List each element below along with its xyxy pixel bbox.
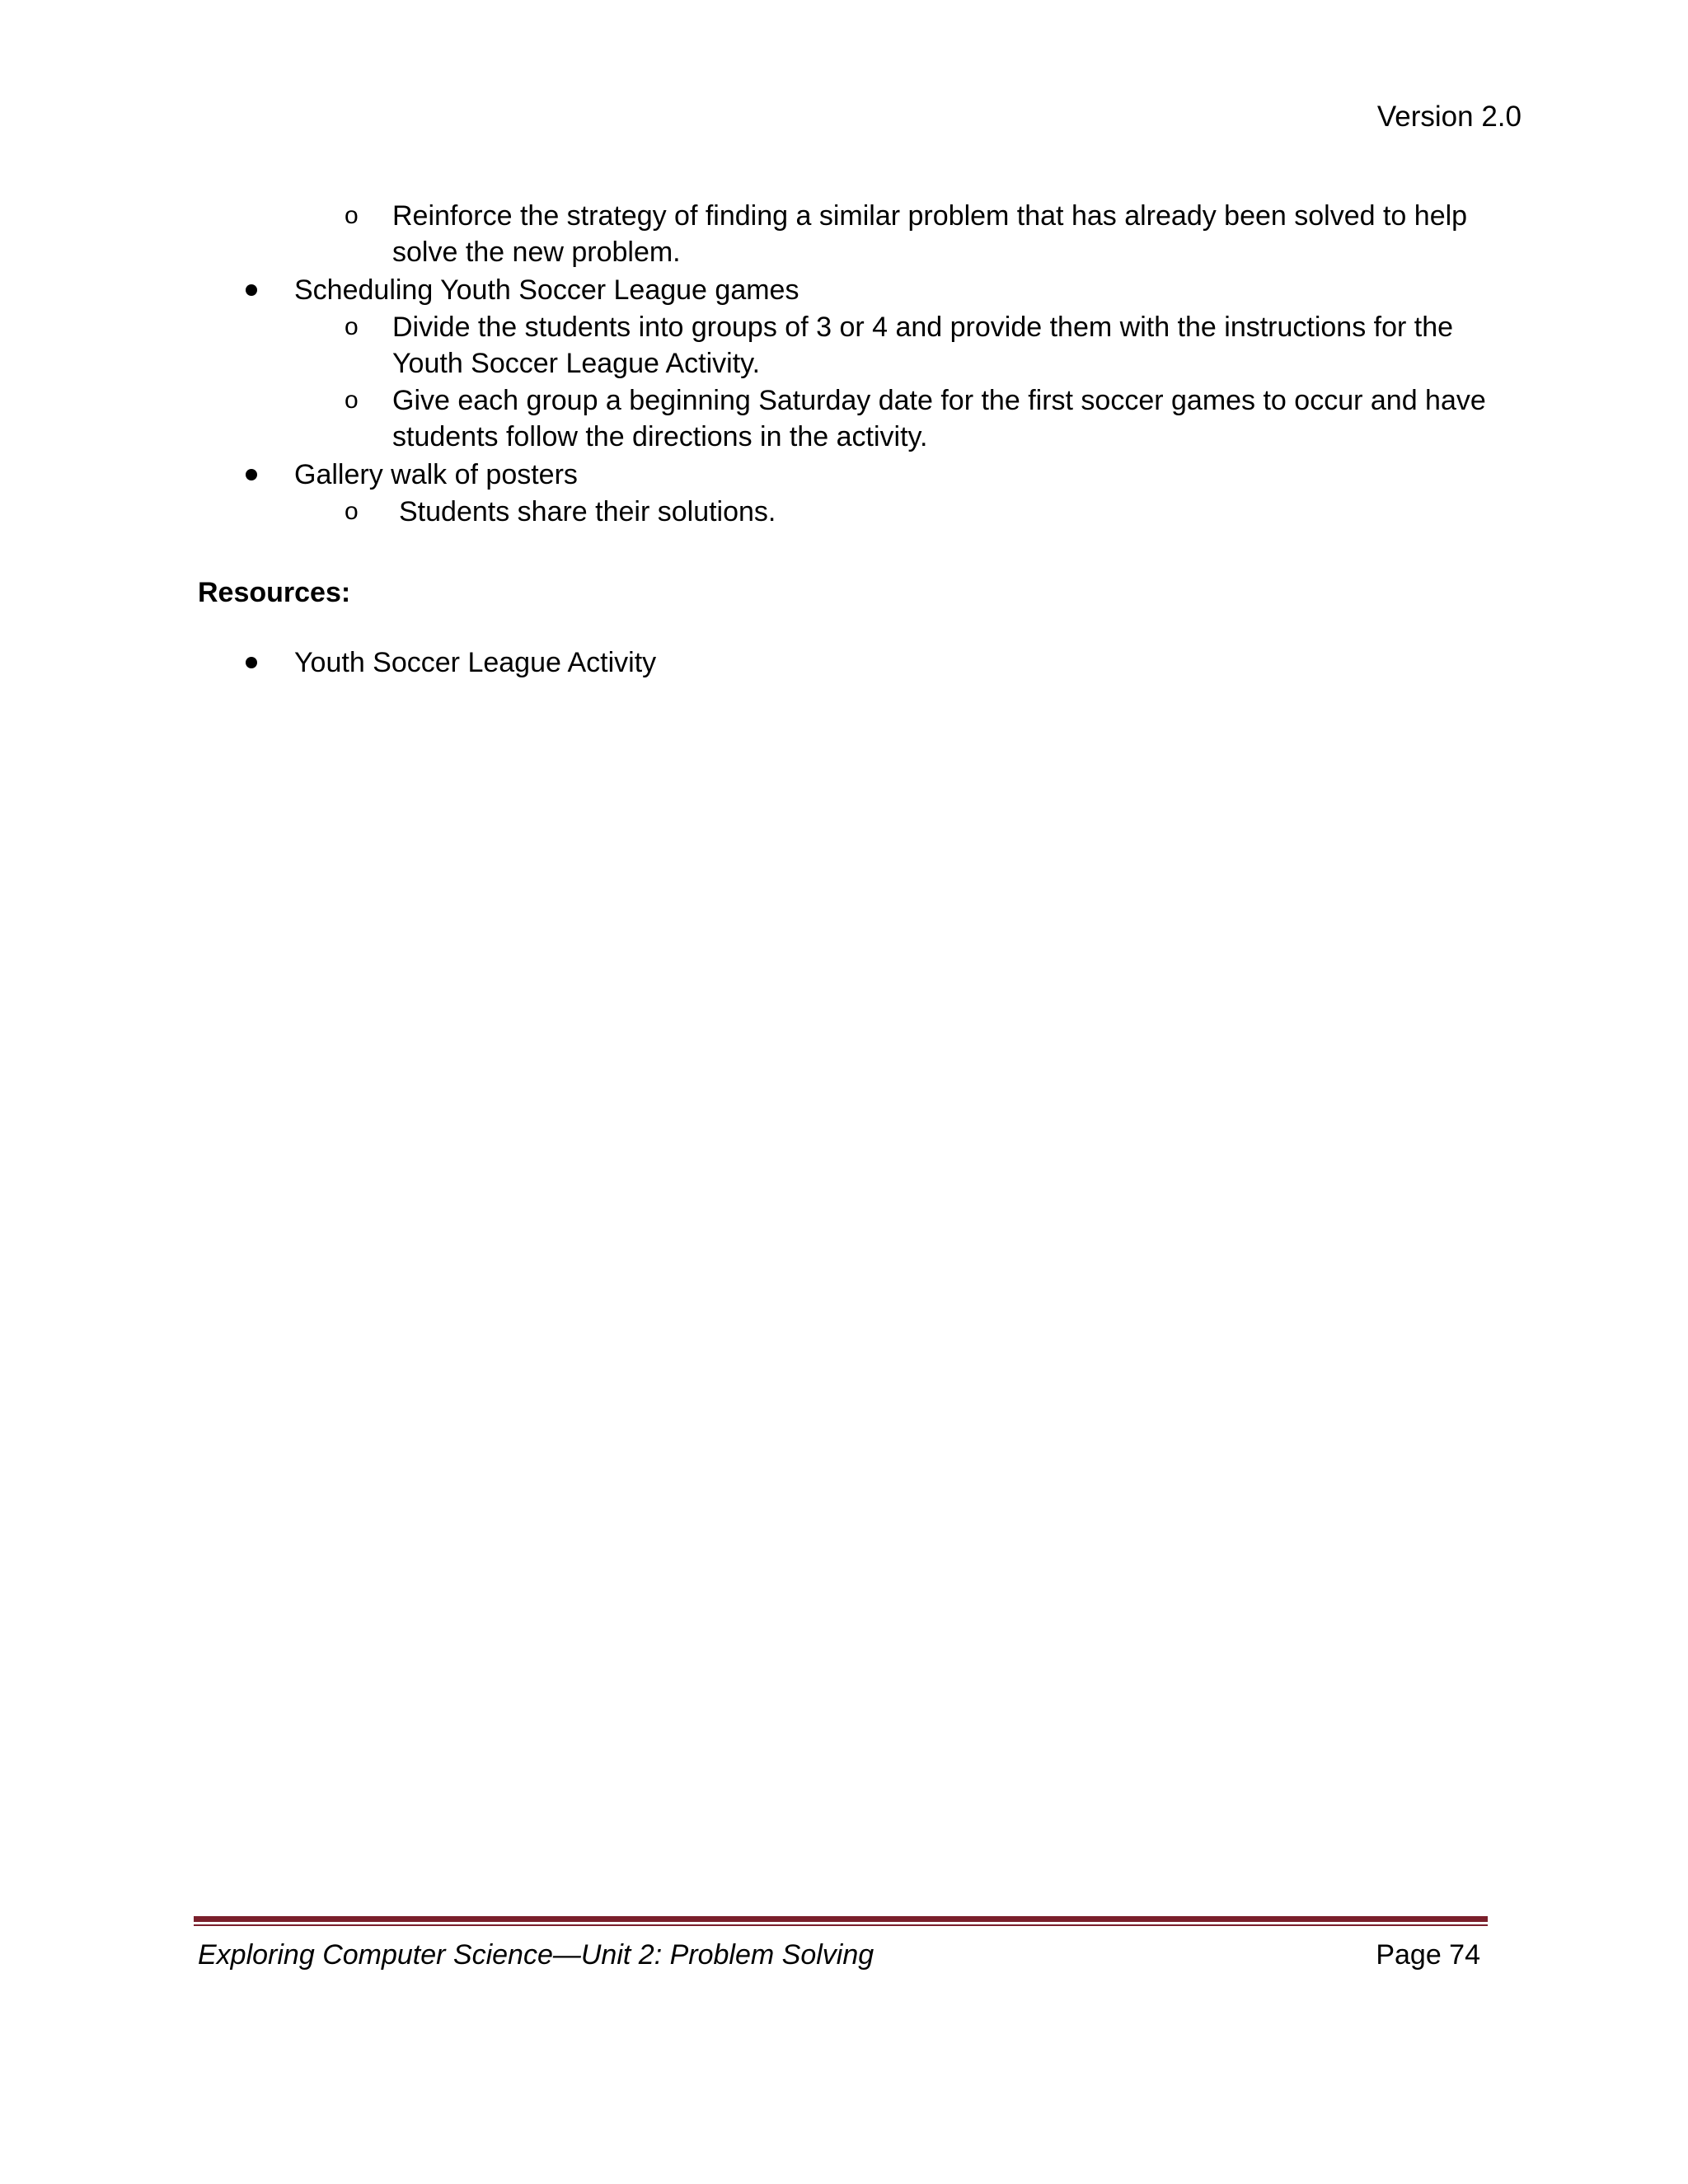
- page-number: Page 74: [1376, 1939, 1480, 1971]
- bullet-icon: [246, 284, 257, 296]
- hollow-bullet-icon: o: [345, 313, 359, 340]
- list-item-text: solve the new problem.: [392, 237, 681, 268]
- hollow-bullet-icon: o: [345, 387, 359, 414]
- footer-rule: [194, 1916, 1488, 1922]
- hollow-bullet-icon: o: [345, 202, 359, 229]
- footer-rule-thin: [194, 1924, 1488, 1926]
- list-item-text: Divide the students into groups of 3 or 4 and provide them with the instructions for the: [392, 312, 1454, 343]
- list-item-text: Reinforce the strategy of finding a similar problem that has already been solved to help: [392, 200, 1468, 232]
- resources-heading: Resources:: [198, 577, 351, 608]
- list-item-text: students follow the directions in the activity.: [392, 421, 928, 452]
- list-item-text: Youth Soccer League Activity.: [392, 348, 761, 379]
- footer-title: Exploring Computer Science—Unit 2: Problem Solving: [198, 1939, 874, 1971]
- list-item-text: Students share their solutions.: [399, 496, 776, 527]
- bullet-icon: [246, 657, 257, 668]
- hollow-bullet-icon: o: [345, 498, 359, 525]
- list-item-text: Scheduling Youth Soccer League games: [294, 274, 799, 306]
- list-item-text: Give each group a beginning Saturday date for the first soccer games to occur and have: [392, 385, 1486, 416]
- resource-item: Youth Soccer League Activity: [294, 647, 657, 678]
- list-item-text: Gallery walk of posters: [294, 459, 578, 490]
- version-label: Version 2.0: [1376, 101, 1522, 133]
- bullet-icon: [246, 469, 257, 480]
